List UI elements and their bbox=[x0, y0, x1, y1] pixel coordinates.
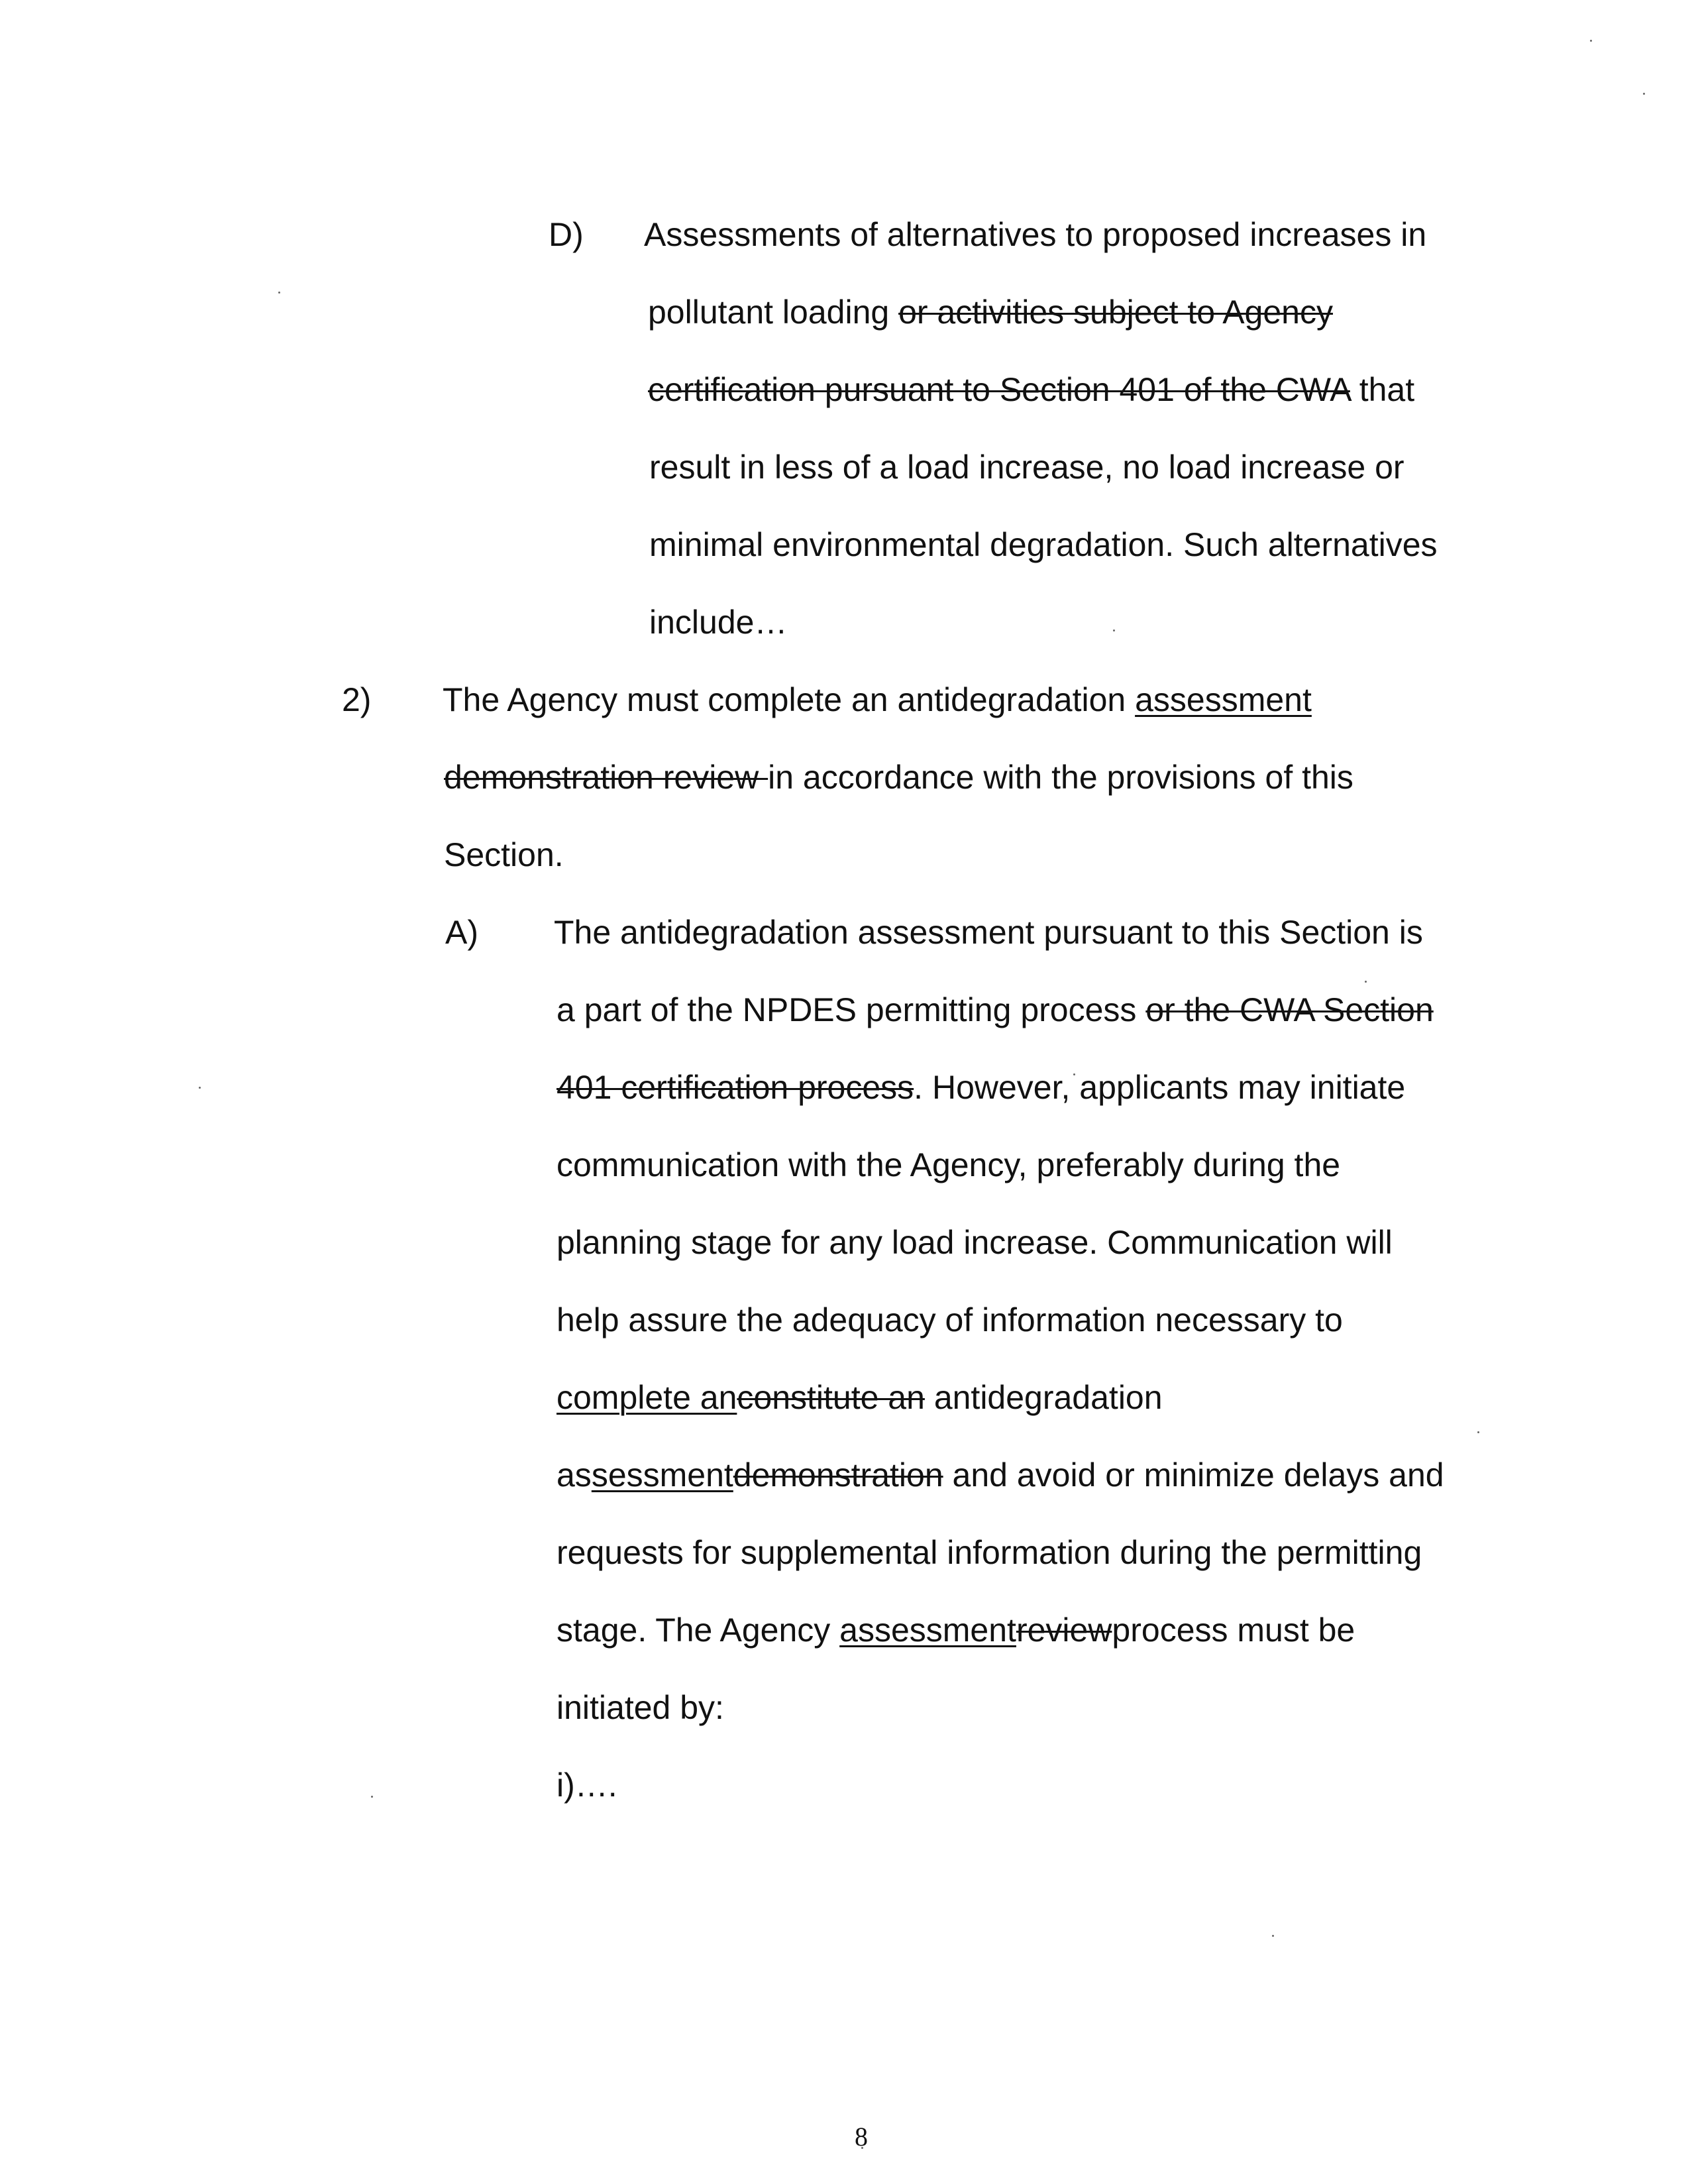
item-d-line-1: Assessments of alternatives to proposed increases in bbox=[644, 216, 1427, 253]
item-d-line-2 bbox=[648, 292, 1333, 332]
inserted-text: sessment bbox=[591, 1456, 733, 1494]
speck bbox=[1643, 93, 1645, 95]
deleted-text: or the CWA Section bbox=[1145, 991, 1434, 1028]
item-2-label: 2) bbox=[342, 681, 372, 718]
item-a-line-7 bbox=[556, 1378, 1163, 1417]
speck bbox=[1365, 981, 1367, 983]
speck bbox=[1477, 1431, 1479, 1433]
item-a-line-1: The antidegradation assessment pursuant to this Section is bbox=[554, 914, 1423, 951]
deleted-text: 401 certification process bbox=[556, 1069, 914, 1106]
plain-text: The Agency must complete an antidegradation bbox=[443, 681, 1136, 718]
item-a-line-9: requests for supplemental information during the permitting bbox=[556, 1534, 1422, 1571]
plain-text: a part of the NPDES permitting process bbox=[556, 991, 1146, 1028]
plain-text: process must be bbox=[1112, 1611, 1355, 1649]
item-d-line-5: minimal environmental degradation. Such alternatives bbox=[649, 526, 1438, 563]
deleted-text: constitute an bbox=[737, 1379, 925, 1416]
item-a-line-11: initiated by: bbox=[556, 1689, 724, 1726]
item-a-line-8 bbox=[556, 1455, 1444, 1495]
plain-text: that bbox=[1350, 371, 1415, 408]
item-d-line-3 bbox=[648, 370, 1414, 410]
inserted-text: assessment bbox=[839, 1611, 1016, 1649]
item-a-line-5: planning stage for any load increase. Communication will bbox=[556, 1224, 1393, 1261]
inserted-text: assessment bbox=[1135, 681, 1312, 718]
item-a-line-4: communication with the Agency, preferably during the bbox=[556, 1146, 1341, 1183]
speck bbox=[371, 1796, 373, 1798]
speck bbox=[1113, 629, 1115, 631]
plain-text: . However, applicants may initiate bbox=[914, 1069, 1406, 1106]
plain-text: stage. The Agency bbox=[556, 1611, 840, 1649]
deleted-text: review bbox=[1016, 1611, 1112, 1649]
item-a-line-12: i)…. bbox=[556, 1767, 617, 1804]
item-2-line-3: Section. bbox=[444, 836, 564, 873]
item-a-line-10 bbox=[556, 1610, 1355, 1650]
deleted-text: certification pursuant to Section 401 of the CWA bbox=[648, 371, 1350, 408]
speck bbox=[278, 292, 280, 294]
plain-text: pollutant loading bbox=[648, 294, 899, 331]
deleted-text: demonstration bbox=[733, 1456, 943, 1494]
item-d-label: D) bbox=[549, 216, 584, 253]
inserted-text: complete an bbox=[556, 1379, 737, 1416]
item-2-line-1 bbox=[443, 680, 1312, 720]
item-a-line-2 bbox=[556, 990, 1434, 1030]
item-a-label: A) bbox=[445, 914, 478, 951]
item-a-line-3 bbox=[556, 1067, 1405, 1107]
page-number: 8 bbox=[855, 2122, 868, 2152]
speck bbox=[199, 1087, 201, 1089]
item-a-line-6: help assure the adequacy of information necessary to bbox=[556, 1301, 1343, 1338]
item-2-line-2 bbox=[444, 757, 1353, 797]
plain-text: as bbox=[556, 1456, 592, 1494]
deleted-text: or activities subject to Agency bbox=[898, 294, 1333, 331]
deleted-text: demonstration review bbox=[444, 759, 768, 796]
plain-text: and avoid or minimize delays and bbox=[943, 1456, 1444, 1494]
speck bbox=[1272, 1935, 1274, 1937]
plain-text: in accordance with the provisions of this bbox=[768, 759, 1353, 796]
item-d-line-6: include… bbox=[649, 604, 788, 641]
speck bbox=[1590, 40, 1592, 42]
plain-text: antidegradation bbox=[924, 1379, 1163, 1416]
item-d-line-4: result in less of a load increase, no load increase or bbox=[649, 449, 1404, 486]
